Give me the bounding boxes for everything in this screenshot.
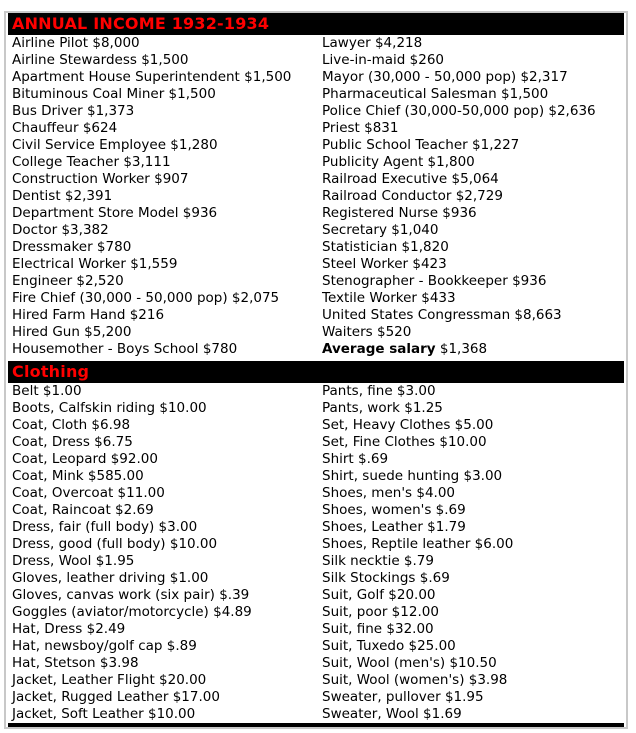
clothing-entry: Sweater, pullover $1.95 [322, 689, 484, 705]
clothing-entry: Jacket, Rugged Leather $17.00 [12, 689, 220, 705]
clothing-entry: Goggles (aviator/motorcycle) $4.89 [12, 604, 252, 620]
clothing-entry: Jacket, Soft Leather $10.00 [12, 706, 196, 722]
clothing-entry: Shirt, suede hunting $3.00 [322, 468, 503, 484]
income-entry: Lawyer $4,218 [322, 35, 423, 51]
clothing-section-title: Clothing [8, 361, 624, 383]
income-entry: Airline Pilot $8,000 [12, 35, 140, 51]
income-entry: Civil Service Employee $1,280 [12, 137, 218, 153]
income-entry: Railroad Conductor $2,729 [322, 188, 503, 204]
clothing-columns [8, 383, 624, 723]
clothing-entry: Shoes, Reptile leather $6.00 [322, 536, 514, 552]
income-entry: Bus Driver $1,373 [12, 103, 135, 119]
clothing-entry: Shoes, women's $.69 [322, 502, 466, 518]
income-entry: Textile Worker $433 [322, 290, 456, 306]
income-entry: Dressmaker $780 [12, 239, 132, 255]
clothing-left-column [8, 383, 322, 723]
income-entry: Doctor $3,382 [12, 222, 109, 238]
clothing-entry: Shirt $.69 [322, 451, 389, 467]
clothing-entry: Gloves, leather driving $1.00 [12, 570, 209, 586]
income-entry: Registered Nurse $936 [322, 205, 477, 221]
income-entry: Construction Worker $907 [12, 171, 189, 187]
income-entry: Hired Gun $5,200 [12, 324, 132, 340]
clothing-entry: Hat, Dress $2.49 [12, 621, 126, 637]
clothing-entry: Belt $1.00 [12, 383, 82, 399]
clothing-entry: Gloves, canvas work (six pair) $.39 [12, 587, 250, 603]
clothing-entry: Pants, work $1.25 [322, 400, 443, 416]
clothing-entry: Coat, Leopard $92.00 [12, 451, 158, 467]
income-entry: Department Store Model $936 [12, 205, 218, 221]
clothing-entry: Silk Stockings $.69 [322, 570, 450, 586]
income-entry: Police Chief (30,000-50,000 pop) $2,636 [322, 103, 596, 119]
average-salary-row [322, 341, 622, 358]
clothing-entry: Suit, Tuxedo $25.00 [322, 638, 456, 654]
clothing-right-column [322, 383, 622, 723]
clothing-entry: Suit, fine $32.00 [322, 621, 434, 637]
income-entry: Mayor (30,000 - 50,000 pop) $2,317 [322, 69, 568, 85]
clothing-entry: Jacket, Leather Flight $20.00 [12, 672, 207, 688]
income-columns [8, 35, 624, 358]
clothing-entry: Coat, Cloth $6.98 [12, 417, 131, 433]
average-salary-value: $1,368 [435, 341, 488, 357]
clothing-entry: Set, Heavy Clothes $5.00 [322, 417, 494, 433]
clothing-entry: Dress, fair (full body) $3.00 [12, 519, 198, 535]
income-entry: Dentist $2,391 [12, 188, 113, 204]
income-entry: Pharmaceutical Salesman $1,500 [322, 86, 549, 102]
clothing-entry: Suit, Wool (men's) $10.50 [322, 655, 497, 671]
income-entry: Waiters $520 [322, 324, 412, 340]
clothing-entry: Silk necktie $.79 [322, 553, 434, 569]
income-entry: Housemother - Boys School $780 [12, 341, 238, 357]
income-entry: Statistician $1,820 [322, 239, 449, 255]
income-entry: Airline Stewardess $1,500 [12, 52, 189, 68]
clothing-entry: Sweater, Wool $1.69 [322, 706, 462, 722]
income-entry: Priest $831 [322, 120, 399, 136]
average-salary-label: Average salary [322, 341, 436, 357]
income-entry: Steel Worker $423 [322, 256, 447, 272]
income-right-column [322, 35, 622, 358]
income-left-column [8, 35, 322, 358]
income-entry: Live-in-maid $260 [322, 52, 445, 68]
clothing-entry: Shoes, Leather $1.79 [322, 519, 466, 535]
income-entry: Engineer $2,520 [12, 273, 124, 289]
income-entry: Apartment House Superintendent $1,500 [12, 69, 292, 85]
income-section-title: ANNUAL INCOME 1932-1934 [8, 13, 624, 35]
income-entry: Bituminous Coal Miner $1,500 [12, 86, 216, 102]
bottom-divider [8, 723, 624, 727]
clothing-entry: Coat, Overcoat $11.00 [12, 485, 165, 501]
clothing-entry: Hat, newsboy/golf cap $.89 [12, 638, 197, 654]
income-entry: Stenographer - Bookkeeper $936 [322, 273, 547, 289]
clothing-entry: Suit, Golf $20.00 [322, 587, 436, 603]
clothing-entry: Set, Fine Clothes $10.00 [322, 434, 487, 450]
clothing-entry: Hat, Stetson $3.98 [12, 655, 139, 671]
income-entry: Hired Farm Hand $216 [12, 307, 165, 323]
income-entry: Fire Chief (30,000 - 50,000 pop) $2,075 [12, 290, 280, 306]
clothing-entry: Coat, Raincoat $2.69 [12, 502, 154, 518]
income-entry: United States Congressman $8,663 [322, 307, 562, 323]
income-entry: College Teacher $3,111 [12, 154, 171, 170]
income-entry: Railroad Executive $5,064 [322, 171, 499, 187]
clothing-entry: Coat, Dress $6.75 [12, 434, 133, 450]
income-entry: Publicity Agent $1,800 [322, 154, 475, 170]
clothing-entry: Coat, Mink $585.00 [12, 468, 144, 484]
clothing-entry: Boots, Calfskin riding $10.00 [12, 400, 207, 416]
income-entry: Electrical Worker $1,559 [12, 256, 178, 272]
income-entry: Chauffeur $624 [12, 120, 118, 136]
clothing-entry: Dress, Wool $1.95 [12, 553, 135, 569]
clothing-entry: Dress, good (full body) $10.00 [12, 536, 218, 552]
clothing-entry: Suit, Wool (women's) $3.98 [322, 672, 508, 688]
clothing-entry: Shoes, men's $4.00 [322, 485, 456, 501]
clothing-entry: Pants, fine $3.00 [322, 383, 436, 399]
clothing-entry: Suit, poor $12.00 [322, 604, 439, 620]
income-entry: Public School Teacher $1,227 [322, 137, 520, 153]
price-table [4, 11, 628, 729]
income-entry: Secretary $1,040 [322, 222, 439, 238]
